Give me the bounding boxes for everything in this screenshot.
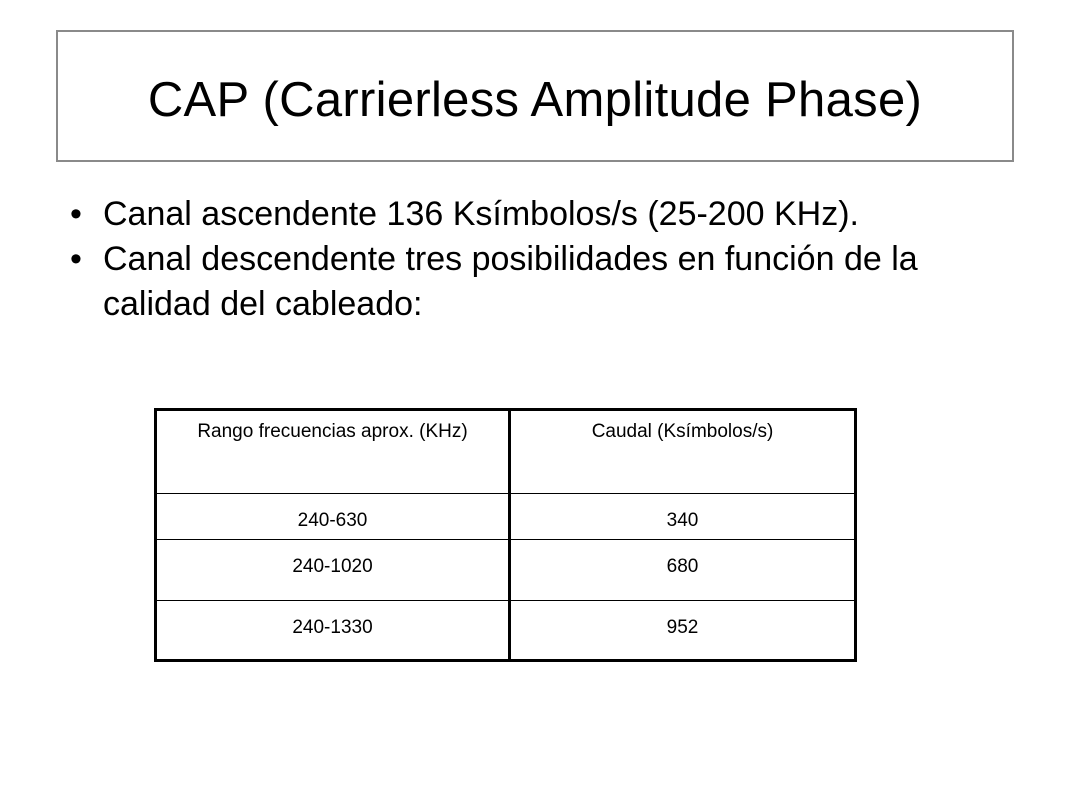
cell-throughput: 340 [510,494,856,540]
bullet-dot-icon: • [70,240,82,278]
bullet-item-upstream [70,192,1010,237]
bullet-list [70,192,1010,327]
bullet-dot-icon: • [70,195,82,233]
downstream-rates-table [154,408,857,662]
cell-frequency-range: 240-630 [156,494,510,540]
bullet-text-upstream: Canal ascendente 136 Ksímbolos/s (25-200 KHz). [103,195,859,233]
table-header-row [156,410,856,494]
table-row [156,494,856,540]
table-row [156,540,856,601]
slide-title-box [56,30,1014,162]
header-throughput: Caudal (Ksímbolos/s) [510,410,856,494]
slide-title: CAP (Carrierless Amplitude Phase) [147,73,923,127]
bullet-item-downstream [70,237,1010,327]
cell-throughput: 952 [510,601,856,661]
cell-throughput: 680 [510,540,856,601]
table-row [156,601,856,661]
cell-frequency-range: 240-1330 [156,601,510,661]
bullet-text-downstream: Canal descendente tres posibilidades en función de la calidad del cableado: [103,240,918,323]
header-frequency-range: Rango frecuencias aprox. (KHz) [156,410,510,494]
cell-frequency-range: 240-1020 [156,540,510,601]
